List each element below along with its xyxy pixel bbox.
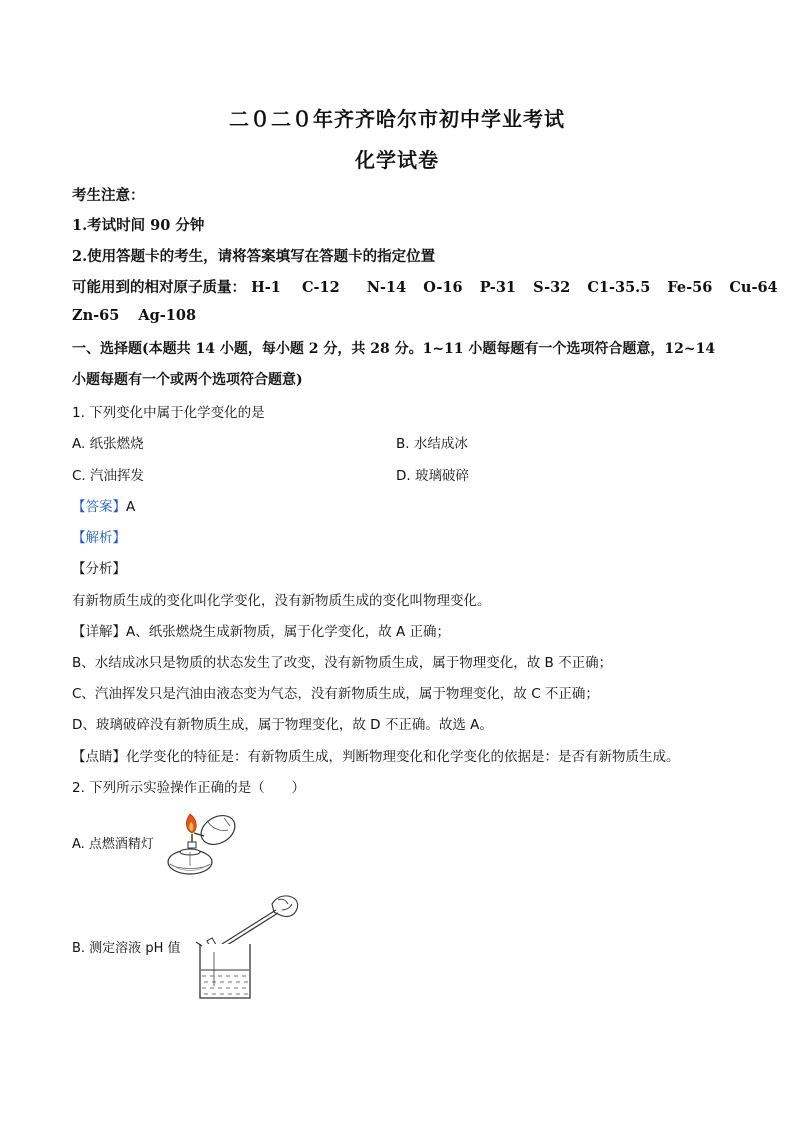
notice-heading: 考生注意： (72, 187, 145, 204)
q2-option-a: A. 点燃酒精灯 (72, 837, 154, 852)
q1-answer: A (126, 499, 136, 515)
q2-option-b: B. 测定溶液 pH 值 (72, 941, 181, 956)
mass-s: S-32 (533, 279, 571, 296)
mass-c: C-12 (301, 279, 340, 296)
q1-option-d: D. 玻璃破碎 (396, 468, 469, 484)
q1-option-b: B. 水结成冰 (396, 436, 468, 452)
section-1-heading-cont: 小题每题有一个或两个选项符合题意) (72, 372, 303, 388)
mass-n: N-14 (366, 279, 407, 296)
atomic-masses-line-2 (72, 307, 196, 324)
q1-analysis-line (72, 526, 126, 546)
q1-detail-4: D、玻璃破碎没有新物质生成，属于物理变化，故 D 不正确。故选 A。 (72, 717, 493, 733)
exam-title: 二０二０年齐齐哈尔市初中学业考试 (229, 107, 565, 131)
mass-ag: Ag-108 (138, 307, 197, 324)
alcohol-lamp-figure (160, 800, 244, 880)
q1-option-c: C. 汽油挥发 (72, 468, 145, 484)
exam-subtitle: 化学试卷 (355, 148, 439, 172)
mass-p: P-31 (479, 279, 516, 296)
tip-tag: 【点睛】 (72, 749, 126, 765)
answer-tag: 【答案】 (72, 499, 126, 515)
q1-option-a: A. 纸张燃烧 (72, 436, 144, 452)
atomic-masses-label: 可能用到的相对原子质量： (72, 279, 246, 296)
notice-item-2: 2.使用答题卡的考生，请将答案填写在答题卡的指定位置 (72, 248, 436, 265)
mass-o: O-16 (423, 279, 463, 296)
notice-item-1: 1.考试时间 90 分钟 (72, 217, 205, 234)
q1-detail-1: 【详解】A、纸张燃烧生成新物质，属于化学变化，故 A 正确； (72, 624, 451, 640)
mass-zn: Zn-65 (72, 307, 120, 324)
mass-cl: C1-35.5 (587, 279, 651, 296)
atomic-masses-line (72, 276, 778, 297)
q1-detail-3: C、汽油挥发只是汽油由液态变为气态，没有新物质生成，属于物理变化，故 C 不正确； (72, 686, 599, 702)
q2-stem: 2. 下列所示实验操作正确的是（ ） (72, 780, 306, 796)
mass-h: H-1 (251, 279, 281, 296)
analysis-tag: 【解析】 (72, 530, 126, 546)
section-1-heading: 一、选择题(本题共 14 小题，每小题 2 分，共 28 分。1~11 小题每题有一个选项符合题意，12~14 (72, 341, 716, 357)
q1-stem: 1. 下列变化中属于化学变化的是 (72, 405, 265, 421)
q1-tip: 【点睛】化学变化的特征是：有新物质生成，判断物理变化和化学变化的依据是：是否有新物质生成。 (72, 749, 680, 765)
q1-answer-line (72, 495, 135, 515)
detail-tag: 【详解】 (72, 624, 126, 640)
q1-fenxi: 有新物质生成的变化叫化学变化，没有新物质生成的变化叫物理变化。 (72, 593, 491, 609)
mass-cu: Cu-64 (729, 279, 778, 296)
q1-detail-2: B、水结成冰只是物质的状态发生了改变，没有新物质生成，属于物理变化，故 B 不正确； (72, 655, 613, 671)
q1-fenxi-tag: 【分析】 (72, 561, 126, 577)
mass-fe: Fe-56 (667, 279, 713, 296)
ph-test-figure (192, 890, 304, 1002)
